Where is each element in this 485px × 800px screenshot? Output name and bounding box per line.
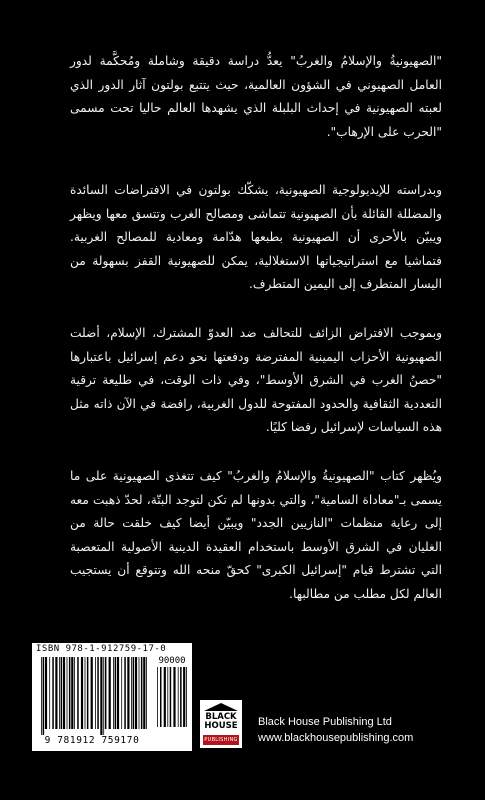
blurb-paragraph-4: ويُظهر كتاب "الصهيونيةُ والإسلامُ والغربُ" كيف تتغذى الصهيونية على ما يسمى بـ"معاداة السامية"، والتي بدونها لم تكن لتوجد البتّة، لحدّ ذهبت معه إلى رعاية منظمات "النازيين الجدد" ويبيّن أيضا كيف خلقت حالة من الغليان في الشرق الأوسط باستخدام العقيدة الدينية الأصولية المتعصبة التي تشترط قيام "إسرائيل الكبرى" كحقّ منحه الله وتتوقع أن يستجيب العالم لكل مطلب من مطالبها. (70, 469, 442, 601)
house-roof-icon (204, 703, 238, 711)
logo-word-black: BLACK (205, 712, 237, 722)
logo-word-publishing: PUBLISHING (204, 737, 238, 743)
barcode-number: 9 781912 759170 (44, 735, 140, 746)
isbn-barcode (32, 643, 192, 751)
barcode-addon-number: 90000 (158, 656, 186, 666)
barcode-bars (40, 657, 148, 735)
publisher-logo (200, 700, 242, 748)
publisher-website: www.blackhousepublishing.com (258, 732, 414, 744)
blurb-paragraph-3: وبموجب الافتراض الزائف للتحالف ضد العدوّ المشترك، الإسلام، أضلت الصهيونية الأحزاب اليمينية المفترضة ودفعتها نحو دعم إسرائيل باعتبارها "حصنُ الغرب في الشرق الأوسط"، وفي ذات الوقت، في طليعة ترقية التعددية الثقافية والحدود المفتوحة للدول الغربية، رافضة في الآن ذاته مثل هذه السياسات لإسرائيل رفضا كليًا. (70, 326, 442, 434)
logo-word-house: HOUSE (204, 721, 238, 731)
blurb-paragraph-2: وبدراسته للإيديولوجية الصهيونية، يشكّك بولتون في الافتراضات السائدة والمضللة القائلة بأن الصهيونية تتماشى ومصالح الغرب وتتسق معها ويظهر ويبيّن بالأحرى أن الصهيونية بطبعها هدّامة ومعادية للمصالح الغربية. فتماشيا مع استراتيجياتها الاستغلالية، يمكن للصهيونية القفز بسهولة من اليسار المتطرف إلى اليمين المتطرف. (70, 183, 442, 291)
publisher-name: Black House Publishing Ltd (258, 716, 392, 728)
blurb-paragraph-1: "الصهيونيةُ والإسلامُ والغربُ" يعدُّ دراسة دقيقة وشاملة ومُحكَّمة لدور العامل الصهيوني في الشؤون العالمية، حيث يتتبع بولتون آثار الدور الذي لعبته الصهيونية في إحداث البلبلة الذي يشهدها العالم حاليا تحت مسمى "الحرب على الإرهاب". (70, 54, 442, 139)
isbn-label: ISBN 978-1-912759-17-0 (36, 644, 167, 654)
barcode-addon-bars (156, 667, 188, 733)
